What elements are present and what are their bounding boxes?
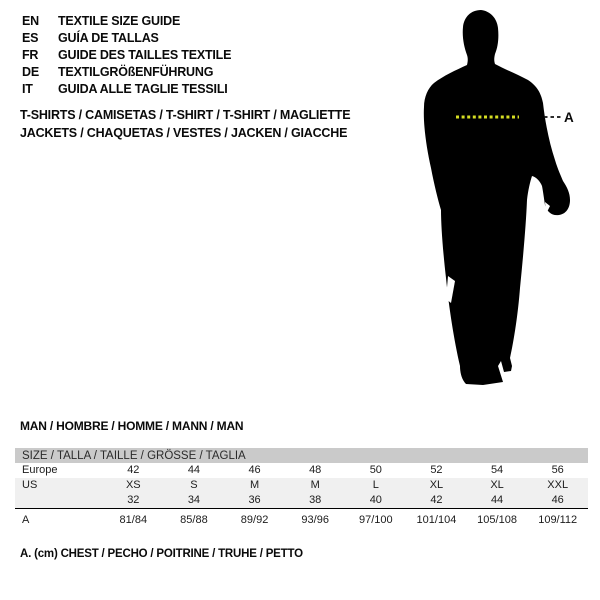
table-cell: 42 xyxy=(127,464,140,476)
table-cell: 93/96 xyxy=(285,509,346,532)
row-label: A xyxy=(15,509,103,532)
table-cell: XL xyxy=(406,478,467,493)
row-label: US xyxy=(15,478,103,493)
table-cell: 38 xyxy=(285,493,346,509)
table-cell: XL xyxy=(467,478,528,493)
language-label: TEXTILGRÖßENFÜHRUNG xyxy=(58,65,214,79)
table-row-chest-a xyxy=(15,509,588,532)
language-label: GUÍA DE TALLAS xyxy=(58,31,159,45)
table-cell: 97/100 xyxy=(346,509,407,532)
section-title-man: MAN / HOMBRE / HOMME / MANN / MAN xyxy=(20,419,244,433)
row-label xyxy=(15,493,103,509)
table-cell: XXL xyxy=(527,478,588,493)
table-cell: 32 xyxy=(103,493,164,509)
category-tshirts: T-SHIRTS / CAMISETAS / T-SHIRT / T-SHIRT / MAGLIETTE xyxy=(20,108,351,122)
language-label: GUIDA ALLE TAGLIE TESSILI xyxy=(58,82,228,96)
table-cell: S xyxy=(164,478,225,493)
table-cell: 42 xyxy=(406,493,467,509)
table-cell: 101/104 xyxy=(406,509,467,532)
man-silhouette xyxy=(424,10,570,385)
table-row-us xyxy=(15,478,588,493)
table-cell: 48 xyxy=(309,464,322,476)
table-cell: 34 xyxy=(164,493,225,509)
measure-label-a: A xyxy=(564,110,574,125)
language-code: DE xyxy=(22,65,39,79)
table-cell: 46 xyxy=(527,493,588,509)
table-cell: 52 xyxy=(430,464,443,476)
table-cell: 50 xyxy=(369,464,382,476)
table-row-europe xyxy=(15,463,588,478)
table-cell: L xyxy=(346,478,407,493)
table-cell: 44 xyxy=(187,464,201,476)
table-cell: 105/108 xyxy=(467,509,528,532)
table-cell: 40 xyxy=(346,493,407,509)
size-table-container xyxy=(15,448,588,531)
table-cell: 56 xyxy=(551,464,564,476)
language-code: ES xyxy=(22,31,39,45)
table-cell: 36 xyxy=(224,493,285,509)
language-label: TEXTILE SIZE GUIDE xyxy=(58,14,181,28)
row-label: Europe xyxy=(22,464,58,476)
language-code: IT xyxy=(22,82,33,96)
table-cell: XS xyxy=(103,478,164,493)
table-cell: 89/92 xyxy=(224,509,285,532)
category-jackets: JACKETS / CHAQUETAS / VESTES / JACKEN / GIACCHE xyxy=(20,125,348,140)
language-code: EN xyxy=(22,14,39,28)
size-table xyxy=(15,448,588,531)
table-header: SIZE / TALLA / TAILLE / GRÖSSE / TAGLIA xyxy=(15,448,588,463)
measurement-footnote: A. (cm) CHEST / PECHO / POITRINE / TRUHE / PETTO xyxy=(20,548,303,560)
table-header-row xyxy=(15,448,588,463)
language-label: GUIDE DES TAILLES TEXTILE xyxy=(58,48,232,62)
table-cell: 46 xyxy=(248,464,261,476)
table-cell: 109/112 xyxy=(527,509,588,532)
table-cell: 54 xyxy=(490,464,504,476)
table-cell: M xyxy=(224,478,285,493)
table-cell: 44 xyxy=(467,493,528,509)
table-cell: 81/84 xyxy=(103,509,164,532)
table-cell: M xyxy=(285,478,346,493)
language-code: FR xyxy=(22,48,39,62)
table-row-numeric xyxy=(15,493,588,509)
table-cell: 85/88 xyxy=(164,509,225,532)
